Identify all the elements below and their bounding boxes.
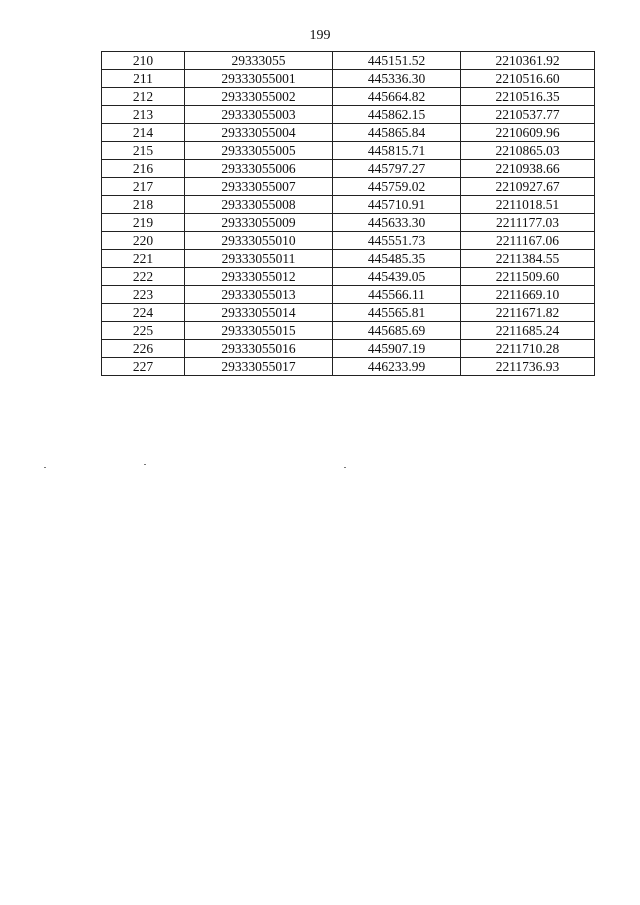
scan-speck <box>344 467 346 468</box>
y-coordinate-cell: 2210865.03 <box>461 142 595 160</box>
y-coordinate-cell: 2210927.67 <box>461 178 595 196</box>
point-code-cell: 29333055017 <box>185 358 333 376</box>
y-coordinate-cell: 2211671.82 <box>461 304 595 322</box>
x-coordinate-cell: 445865.84 <box>333 124 461 142</box>
point-code-cell: 29333055001 <box>185 70 333 88</box>
point-code-cell: 29333055005 <box>185 142 333 160</box>
point-code-cell: 29333055006 <box>185 160 333 178</box>
table-row <box>102 250 595 268</box>
y-coordinate-cell: 2210938.66 <box>461 160 595 178</box>
y-coordinate-cell: 2211669.10 <box>461 286 595 304</box>
point-code-cell: 29333055003 <box>185 106 333 124</box>
table-row <box>102 88 595 106</box>
x-coordinate-cell: 445336.30 <box>333 70 461 88</box>
table-row <box>102 322 595 340</box>
point-number-cell: 214 <box>102 124 185 142</box>
point-number-cell: 221 <box>102 250 185 268</box>
point-code-cell: 29333055015 <box>185 322 333 340</box>
point-number-cell: 210 <box>102 52 185 70</box>
table-row <box>102 178 595 196</box>
x-coordinate-cell: 445664.82 <box>333 88 461 106</box>
x-coordinate-cell: 445685.69 <box>333 322 461 340</box>
page-number: 199 <box>309 28 331 43</box>
y-coordinate-cell: 2210361.92 <box>461 52 595 70</box>
point-code-cell: 29333055008 <box>185 196 333 214</box>
x-coordinate-cell: 445485.35 <box>333 250 461 268</box>
point-code-cell: 29333055007 <box>185 178 333 196</box>
y-coordinate-cell: 2211509.60 <box>461 268 595 286</box>
point-code-cell: 29333055009 <box>185 214 333 232</box>
table-row <box>102 340 595 358</box>
point-number-cell: 219 <box>102 214 185 232</box>
table-row <box>102 52 595 70</box>
table-body <box>102 52 595 376</box>
point-number-cell: 223 <box>102 286 185 304</box>
point-number-cell: 217 <box>102 178 185 196</box>
point-code-cell: 29333055014 <box>185 304 333 322</box>
x-coordinate-cell: 445633.30 <box>333 214 461 232</box>
x-coordinate-cell: 445797.27 <box>333 160 461 178</box>
point-number-cell: 220 <box>102 232 185 250</box>
y-coordinate-cell: 2211736.93 <box>461 358 595 376</box>
table-row <box>102 124 595 142</box>
point-number-cell: 213 <box>102 106 185 124</box>
x-coordinate-cell: 445710.91 <box>333 196 461 214</box>
y-coordinate-cell: 2211710.28 <box>461 340 595 358</box>
point-number-cell: 212 <box>102 88 185 106</box>
y-coordinate-cell: 2210516.35 <box>461 88 595 106</box>
x-coordinate-cell: 445565.81 <box>333 304 461 322</box>
y-coordinate-cell: 2211685.24 <box>461 322 595 340</box>
table-row <box>102 106 595 124</box>
x-coordinate-cell: 445566.11 <box>333 286 461 304</box>
x-coordinate-cell: 445907.19 <box>333 340 461 358</box>
table-row <box>102 304 595 322</box>
x-coordinate-cell: 445551.73 <box>333 232 461 250</box>
point-number-cell: 215 <box>102 142 185 160</box>
y-coordinate-cell: 2210537.77 <box>461 106 595 124</box>
y-coordinate-cell: 2210516.60 <box>461 70 595 88</box>
x-coordinate-cell: 445862.15 <box>333 106 461 124</box>
table-row <box>102 160 595 178</box>
x-coordinate-cell: 445815.71 <box>333 142 461 160</box>
point-code-cell: 29333055004 <box>185 124 333 142</box>
point-number-cell: 216 <box>102 160 185 178</box>
coordinates-table <box>101 51 595 376</box>
table-row <box>102 70 595 88</box>
point-number-cell: 225 <box>102 322 185 340</box>
y-coordinate-cell: 2211384.55 <box>461 250 595 268</box>
point-number-cell: 224 <box>102 304 185 322</box>
point-code-cell: 29333055 <box>185 52 333 70</box>
y-coordinate-cell: 2210609.96 <box>461 124 595 142</box>
point-code-cell: 29333055011 <box>185 250 333 268</box>
x-coordinate-cell: 445151.52 <box>333 52 461 70</box>
table-row <box>102 196 595 214</box>
point-number-cell: 211 <box>102 70 185 88</box>
point-code-cell: 29333055016 <box>185 340 333 358</box>
y-coordinate-cell: 2211018.51 <box>461 196 595 214</box>
point-code-cell: 29333055013 <box>185 286 333 304</box>
table-row <box>102 214 595 232</box>
scan-speck <box>144 464 146 465</box>
point-code-cell: 29333055012 <box>185 268 333 286</box>
point-code-cell: 29333055010 <box>185 232 333 250</box>
y-coordinate-cell: 2211177.03 <box>461 214 595 232</box>
x-coordinate-cell: 445759.02 <box>333 178 461 196</box>
point-number-cell: 226 <box>102 340 185 358</box>
x-coordinate-cell: 446233.99 <box>333 358 461 376</box>
table-row <box>102 268 595 286</box>
x-coordinate-cell: 445439.05 <box>333 268 461 286</box>
table-row <box>102 232 595 250</box>
table-row <box>102 358 595 376</box>
y-coordinate-cell: 2211167.06 <box>461 232 595 250</box>
point-number-cell: 222 <box>102 268 185 286</box>
table-row <box>102 286 595 304</box>
point-number-cell: 218 <box>102 196 185 214</box>
scan-speck <box>44 467 46 468</box>
table-row <box>102 142 595 160</box>
point-number-cell: 227 <box>102 358 185 376</box>
point-code-cell: 29333055002 <box>185 88 333 106</box>
